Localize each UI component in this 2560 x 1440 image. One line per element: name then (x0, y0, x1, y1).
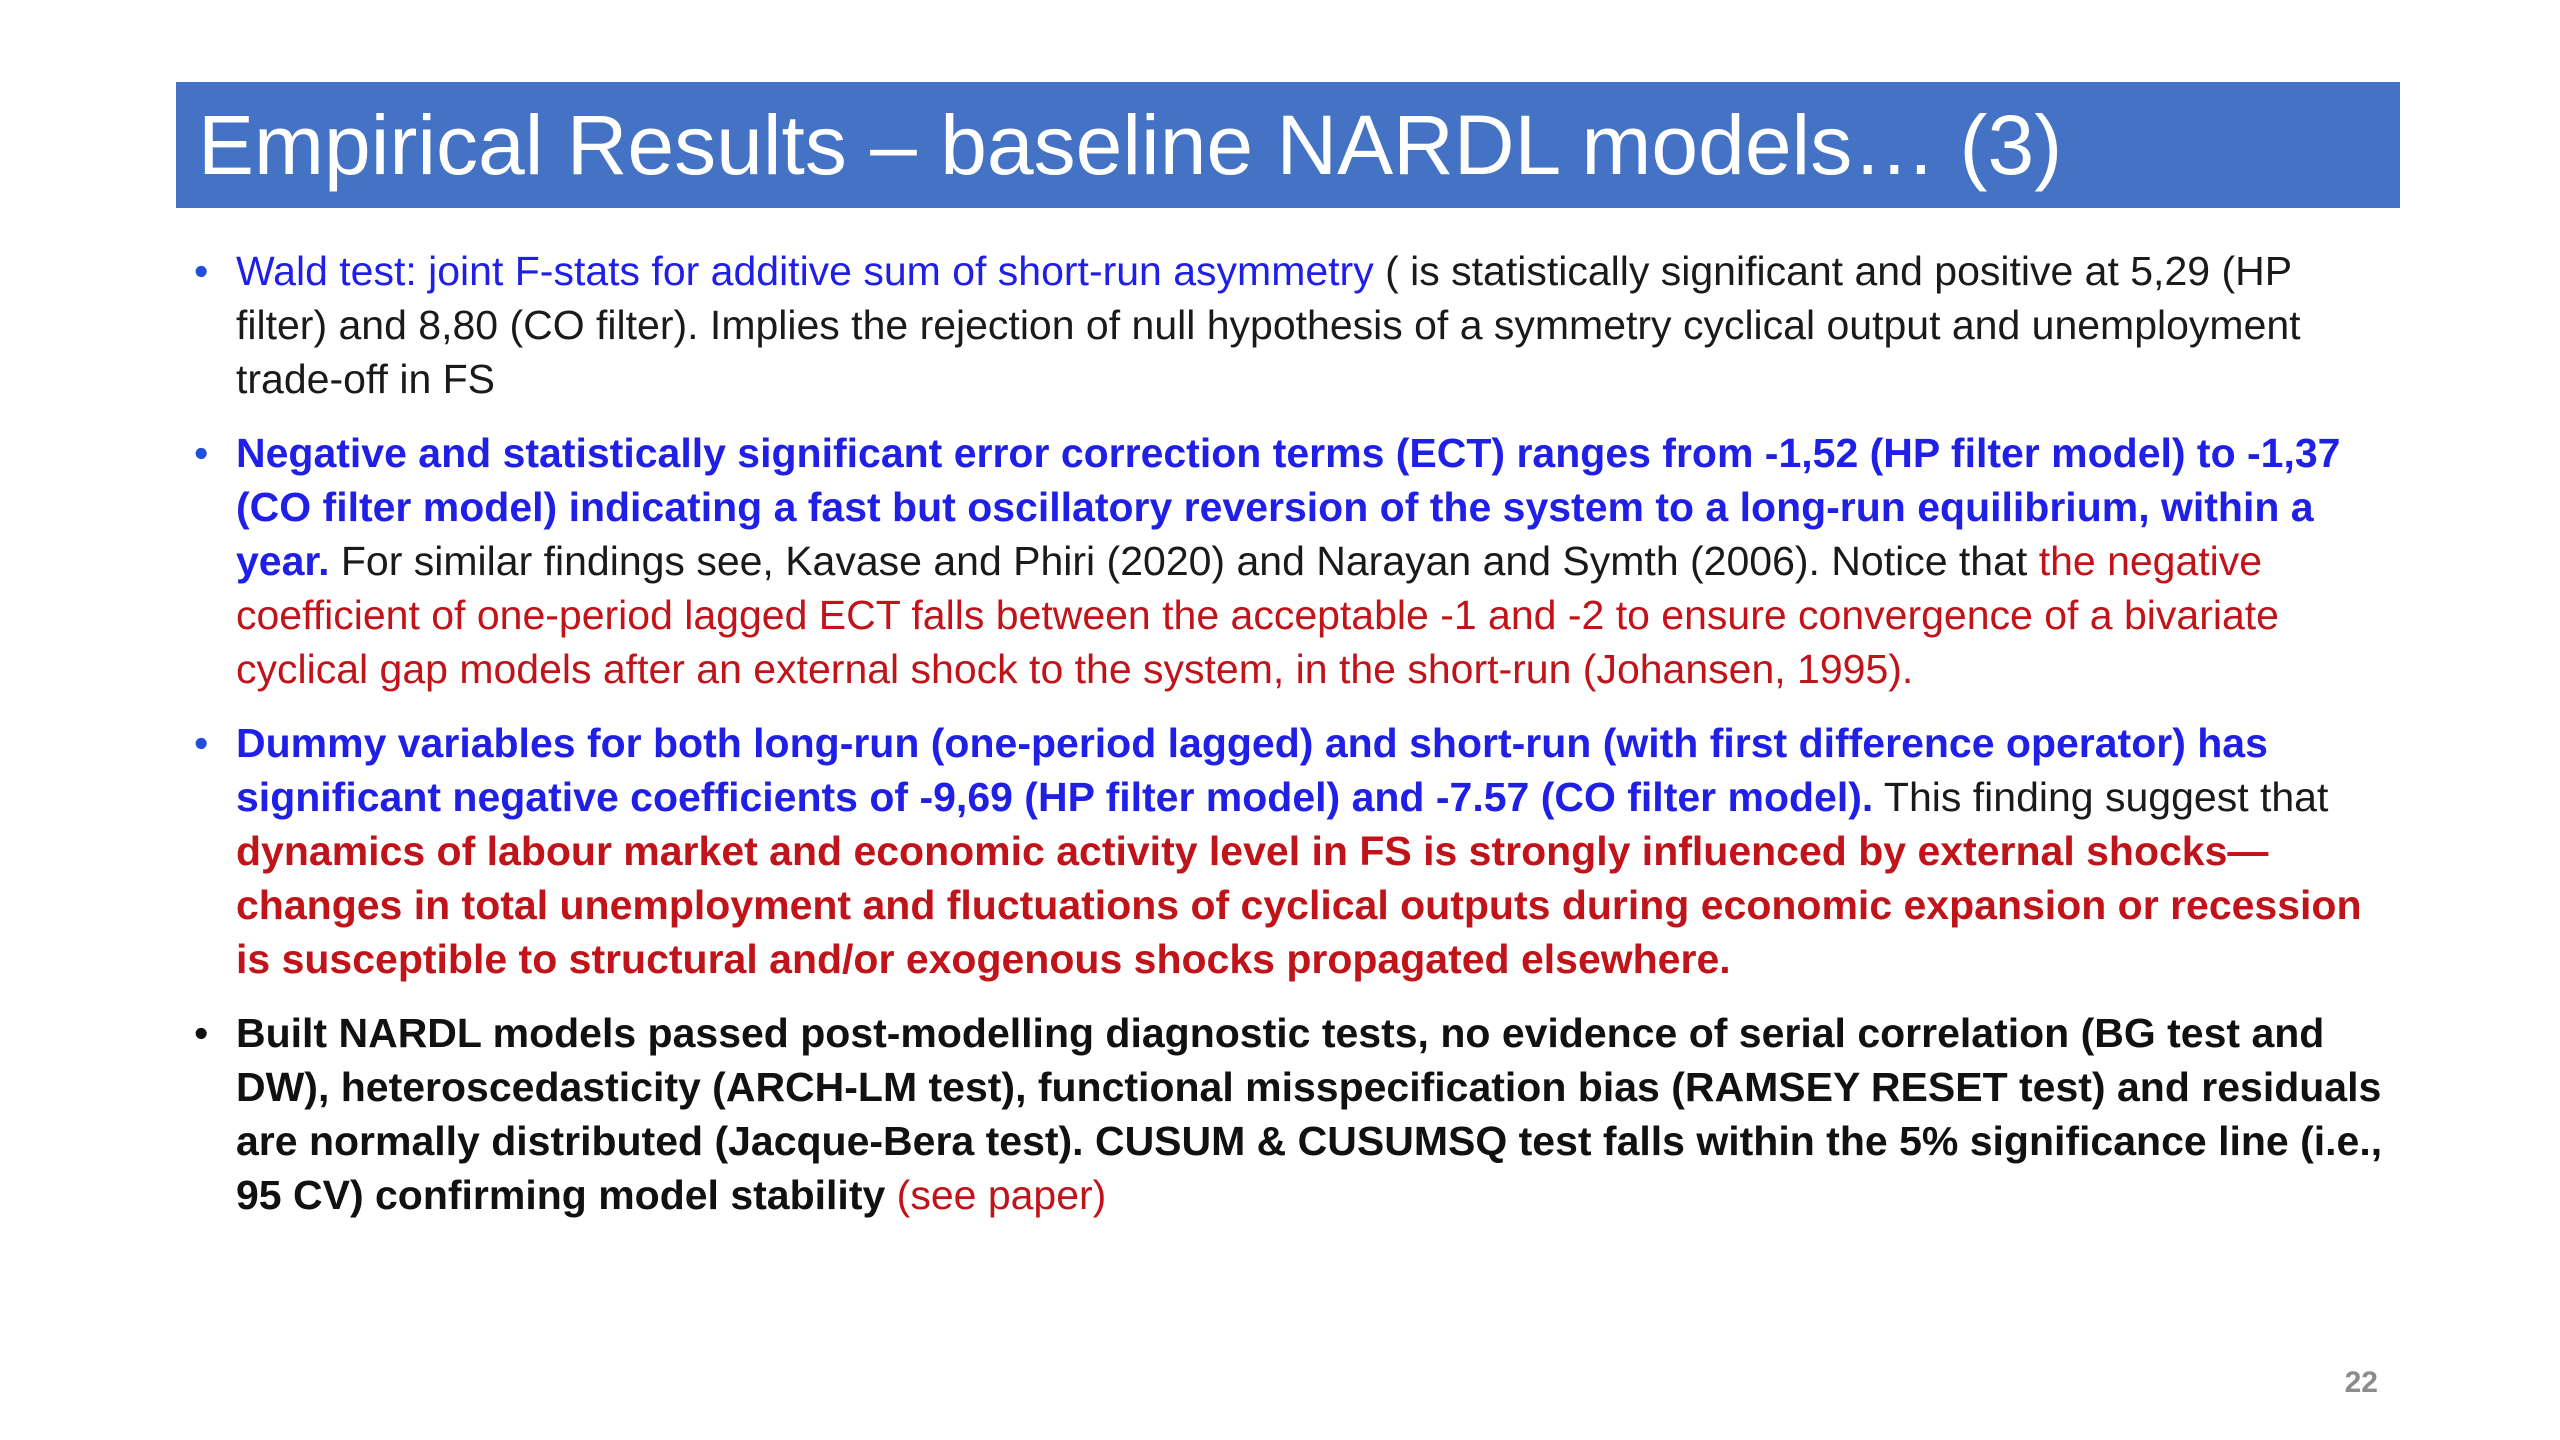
wald-test-heading: Wald test: joint F-stats for additive sum of short-run asymmetry (236, 248, 1374, 294)
bullet-ect (190, 426, 2390, 696)
dummy-finding: dynamics of labour market and economic activity level in FS is strongly influenced by external shocks—changes in total unemployment and fluctuations of cyclical outputs during economic expansion or recession is susceptible to structural and/or exogenous shocks propagated elsewhere. (236, 828, 2362, 982)
dummy-text: This finding suggest that (1873, 774, 2329, 820)
page-number: 22 (2344, 1366, 2378, 1399)
dummy-heading: Dummy variables for both long-run (one-period lagged) and short-run (with first difference operator) has significant negative coefficients of -9,69 (HP filter model) and -7.57 (CO filter model). (236, 720, 2268, 820)
ect-heading: Negative and statistically significant error correction terms (ECT) ranges from -1,52 (HP filter model) to -1,37 (CO filter model) indicating a fast but oscillatory reversion of the system to a long-run equilibrium, within a year. (236, 430, 2341, 584)
slide-title: Empirical Results – baseline NARDL models… (3) (198, 98, 2063, 192)
bullet-dot-icon: • (194, 1010, 209, 1056)
see-paper-note: (see paper) (885, 1172, 1107, 1218)
bullet-dot-icon: • (194, 248, 209, 294)
bullet-wald-test (190, 244, 2390, 406)
bullet-diagnostics (190, 1006, 2390, 1222)
wald-test-text: ( is statistically significant and positive at 5,29 (HP filter) and 8,80 (CO filter). Implies the rejection of null hypothesis of a symmetry cyclical output and unemployment trade-off in FS (236, 248, 2301, 402)
bullet-dummy-variables (190, 716, 2390, 986)
ect-text: For similar findings see, Kavase and Phiri (2020) and Narayan and Symth (2006). Notice that (329, 538, 2039, 584)
title-bar (176, 82, 2400, 208)
bullet-list (190, 244, 2390, 1242)
ect-note: the negative coefficient of one-period lagged ECT falls between the acceptable -1 and -2 to ensure convergence of a bivariate cyclical gap models after an external shock to the system, in the short-run (Johansen, 1995). (236, 538, 2279, 692)
diagnostics-text: Built NARDL models passed post-modelling diagnostic tests, no evidence of serial correlation (BG test and DW), heteroscedasticity (ARCH-LM test), functional misspecification bias (RAMSEY RESET test) and residuals are normally distributed (Jacque-Bera test). CUSUM & CUSUMSQ test falls within the 5% significance line (i.e., 95 CV) confirming model stability (236, 1010, 2383, 1218)
bullet-dot-icon: • (194, 720, 209, 766)
bullet-dot-icon: • (194, 430, 209, 476)
